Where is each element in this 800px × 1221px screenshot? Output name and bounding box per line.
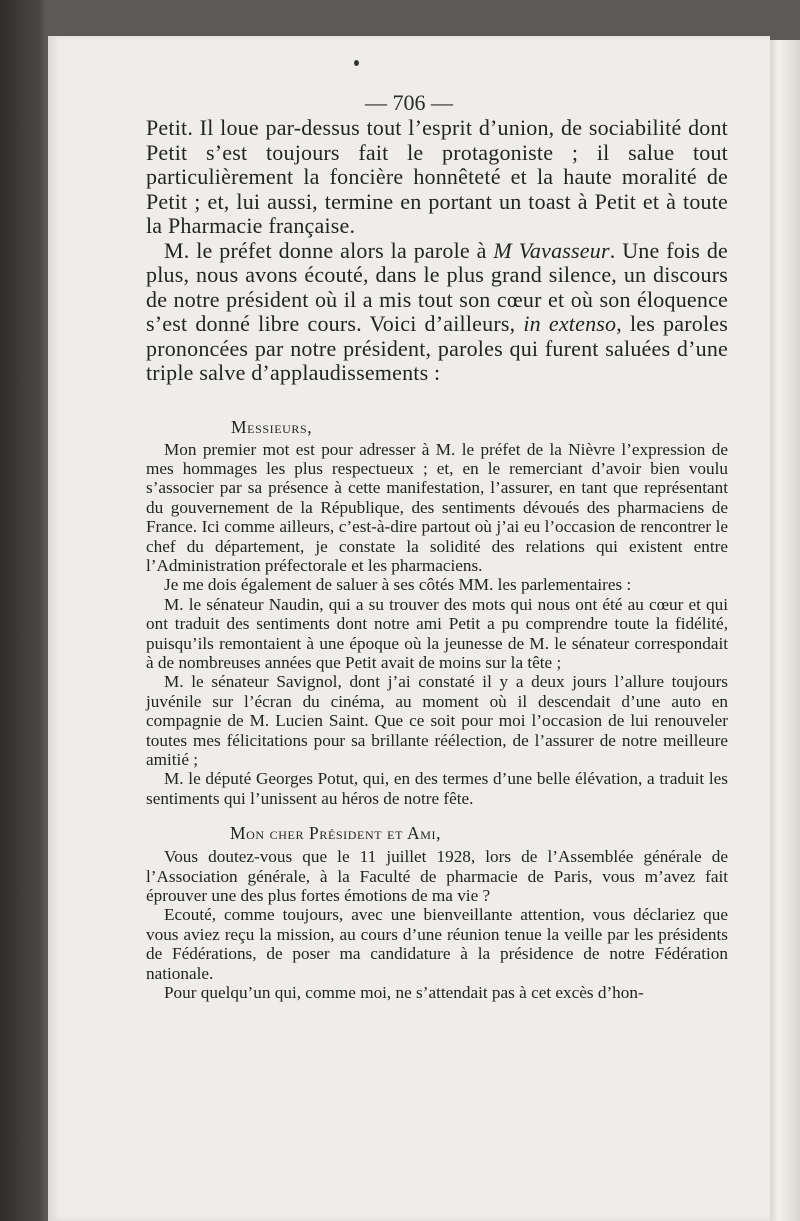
page-number: — 706 —: [365, 90, 453, 115]
paragraph-text: M. le préfet donne alors la parole à: [164, 237, 494, 263]
salutation-president: Mon cher Président et Ami,: [230, 823, 442, 844]
paragraph-prefet: [146, 239, 728, 386]
speech-section-1: [146, 440, 728, 809]
page-body: [146, 116, 728, 1002]
speech-paragraph: Pour quelqu’un qui, comme moi, ne s’attendait pas à cet excès d’hon-: [164, 983, 644, 1003]
speech-paragraph: M. le sénateur Naudin, qui a su trouver des mots qui nous ont été au cœur et qui ont traduit des sentiments dont notre ami Petit a pu comprendre toute la fidélité, puisqu’ils remontaient à une époque où la jeunesse de M. le sénateur correspondait à de nombreuses années que Petit avait de moins sur la tête ;: [146, 594, 728, 672]
speech-paragraph: Vous doutez-vous que le 11 juillet 1928, lors de l’Assemblée générale de l’Association générale, à la Faculté de pharmacie de Paris, vous m’avez fait éprouver une des plus fortes émotions de ma vie ?: [146, 847, 728, 906]
speech-paragraph: Je me dois également de saluer à ses côtés MM. les parlementaires :: [164, 575, 632, 595]
speech-paragraph: M. le député Georges Potut, qui, en des termes d’une belle élévation, a traduit les sentiments qui l’unissent au héros de notre fête.: [146, 769, 728, 808]
speech-paragraph: M. le sénateur Savignol, dont j’ai constaté il y a deux jours l’allure toujours juvénile sur l’écran du cinéma, au moment où il descendait d’une auto en compagnie de M. Lucien Saint. Que ce soit pour moi l’occasion de lui renouveler toutes mes félicitations pour sa brillante réélection, de l’assurer de notre meilleure amitié ;: [146, 672, 728, 769]
paragraph-text: , les paroles prononcées par notre président, paroles qui furent saluées d’une triple salve d’applaudissements :: [146, 311, 728, 385]
ink-speck: [354, 60, 359, 66]
speaker-name: M Vavasseur: [493, 237, 610, 263]
salutation-messieurs: Messieurs,: [231, 416, 313, 437]
paragraph-intro: Petit. Il loue par-dessus tout l’esprit d’union, de sociabilité dont Petit s’est toujours fait le protagoniste ; il salue tout particulièrement la foncière honnêteté et la haute moralité de Petit ; et, lui aussi, termine en portant un toast à Petit et à toute la Pharmacie française.: [146, 115, 728, 238]
narrative-section: [146, 116, 728, 386]
paragraph-text: . Une fois de plus, nous avons écouté, dans le plus grand silence, un discours de notre président où il a mis tout son cœur et où son éloquence s’est donné libre cours. Voici d’ailleurs,: [146, 237, 728, 336]
speech-section-2: [146, 847, 728, 1002]
speech-paragraph: Mon premier mot est pour adresser à M. le préfet de la Nièvre l’expression de mes hommages les plus respectueux ; et, en le remerciant d’avoir bien voulu s’associer par sa présence à cette manifestation, l’assurer, en tant que représentant du gouvernement de la République, des sentiments dévoués des pharmaciens de France. Ici comme ailleurs, c’est-à-dire partout où j’ai eu l’occasion de rencontrer le chef du département, je constate la solidité des relations qui existent entre l’Administration préfectorale et les pharmaciens.: [146, 439, 728, 575]
latin-phrase: in extenso: [523, 311, 617, 336]
document-page: [48, 36, 770, 1221]
speech-paragraph: Ecouté, comme toujours, avec une bienveillante attention, vous déclariez que vous aviez reçu la mission, au cours d’une réunion tenue la veille par les présidents de Fédérations, de poser ma candidature à la présidence de notre Fédération nationale.: [146, 905, 728, 983]
